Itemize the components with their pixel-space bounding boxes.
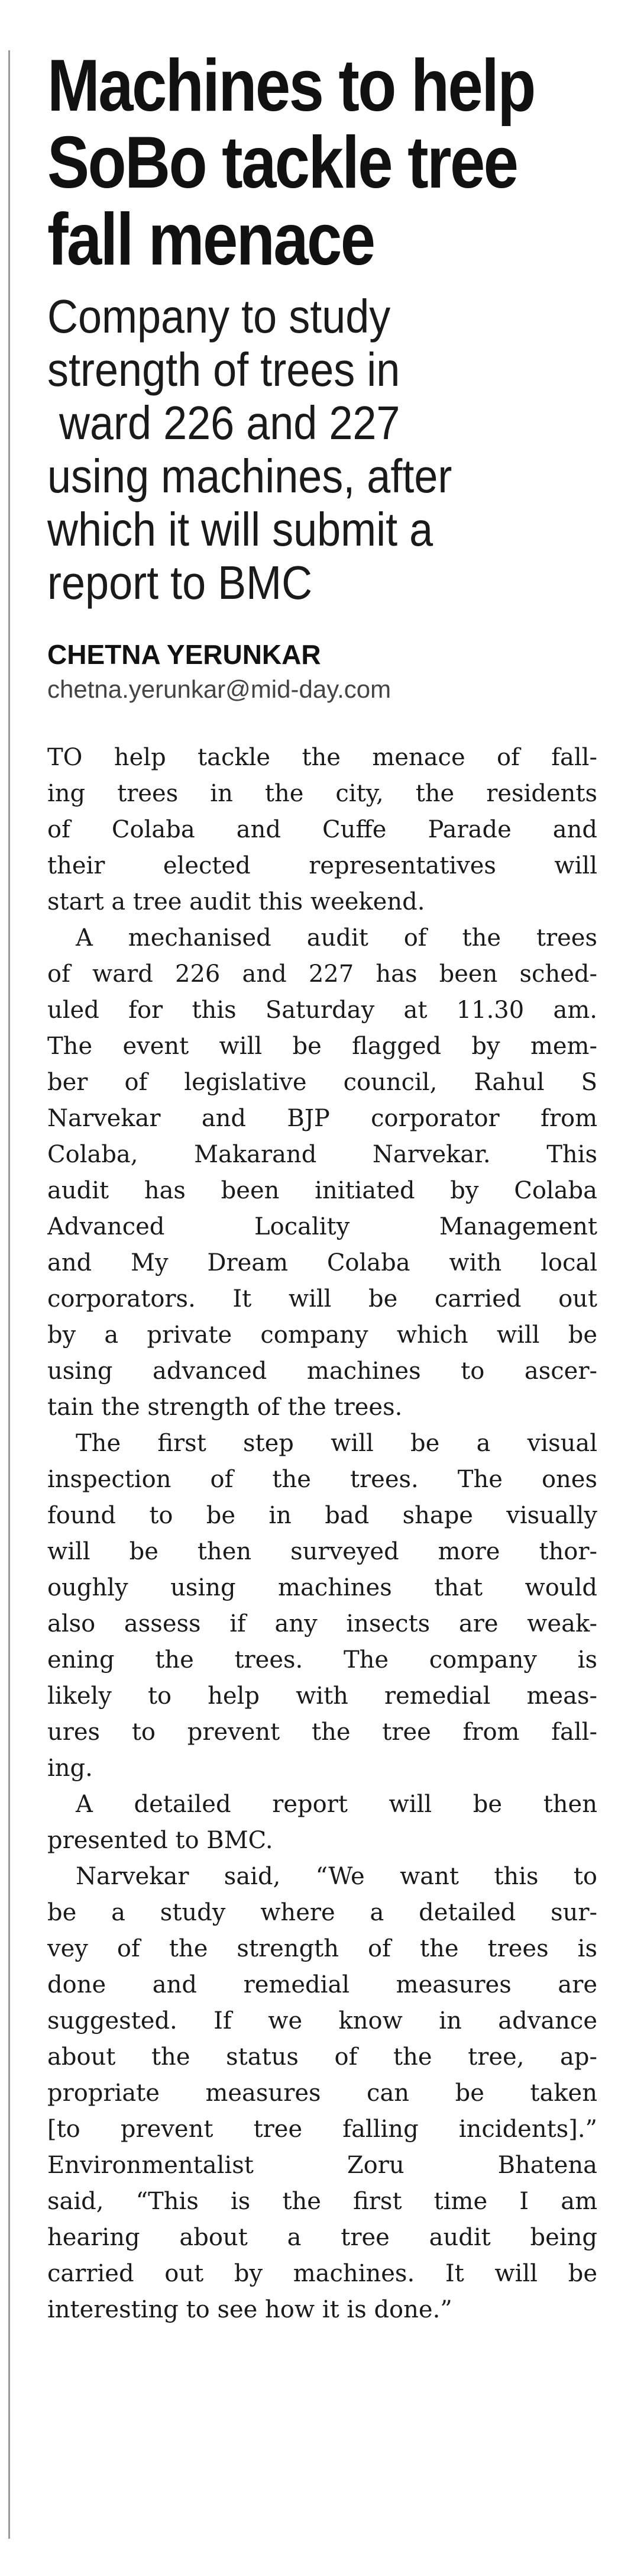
body-line: Colaba, Makarand Narvekar. This (47, 1141, 597, 1168)
body-line: ing trees in the city, the residents (47, 780, 597, 807)
paragraph (47, 1426, 597, 1787)
body-line: of Colaba and Cuffe Parade and (47, 816, 597, 843)
deck-line: strength of trees in (47, 343, 400, 396)
body-line: propriate measures can be taken (47, 2080, 597, 2107)
body-line: using advanced machines to ascer- (47, 1358, 597, 1385)
headline-line: SoBo tackle tree (47, 122, 517, 204)
body-line: A mechanised audit of the trees (76, 924, 597, 952)
body-line: tain the strength of the trees. (47, 1394, 403, 1421)
paragraph (47, 740, 597, 920)
body-line: ber of legislative council, Rahul S (47, 1069, 597, 1096)
body-line: [to prevent tree falling incidents].” (47, 2116, 597, 2143)
body-line: done and remedial measures are (47, 1971, 597, 1998)
article-body (47, 740, 597, 2328)
body-line: their elected representatives will (47, 852, 597, 879)
body-line: will be then surveyed more thor- (47, 1538, 597, 1565)
body-line: be a study where a detailed sur- (47, 1899, 597, 1926)
body-line: TO help tackle the menace of fall- (47, 744, 597, 771)
headline-line: Machines to help (47, 45, 535, 127)
deck-line: which it will submit a (47, 503, 433, 556)
body-line: corporators. It will be carried out (47, 1285, 597, 1313)
body-line: found to be in bad shape visually (47, 1502, 597, 1529)
body-line: by a private company which will be (47, 1321, 597, 1349)
body-line: said, “This is the first time I am (47, 2188, 597, 2215)
body-line: The first step will be a visual (76, 1430, 597, 1457)
headline-line: fall menace (47, 199, 374, 281)
body-line: likely to help with remedial meas- (47, 1682, 597, 1710)
body-line: interesting to see how it is done.” (47, 2296, 452, 2323)
paragraph (47, 1859, 597, 2328)
body-line: vey of the strength of the trees is (47, 1935, 597, 1962)
body-line: about the status of the tree, ap- (47, 2043, 597, 2071)
body-line: carried out by machines. It will be (47, 2260, 597, 2287)
deck-line: Company to study (47, 290, 391, 343)
body-line: uled for this Saturday at 11.30 am. (47, 997, 597, 1024)
body-line: Advanced Locality Management (47, 1213, 597, 1240)
body-line: also assess if any insects are weak- (47, 1610, 597, 1637)
body-line: inspection of the trees. The ones (47, 1466, 597, 1493)
paragraph (47, 1787, 597, 1859)
body-line: hearing about a tree audit being (47, 2224, 597, 2251)
body-line: Narvekar said, “We want this to (76, 1863, 597, 1890)
deck-line: ward 226 and 227 (47, 396, 400, 449)
deck (47, 290, 558, 610)
deck-line: using machines, after (47, 450, 452, 502)
column-rule (8, 50, 10, 2539)
body-line: Environmentalist Zoru Bhatena (47, 2152, 597, 2179)
body-line: start a tree audit this weekend. (47, 888, 425, 915)
body-line: The event will be flagged by mem- (47, 1033, 597, 1060)
body-line: and My Dream Colaba with local (47, 1249, 597, 1276)
body-line: ening the trees. The company is (47, 1646, 597, 1674)
deck-line: report to BMC (47, 556, 313, 609)
body-line: presented to BMC. (47, 1827, 273, 1854)
body-line: audit has been initiated by Colaba (47, 1177, 597, 1204)
paragraph (47, 920, 597, 1426)
author-email: chetna.yerunkar@mid-day.com (47, 675, 391, 703)
body-line: A detailed report will be then (76, 1791, 597, 1818)
body-line: of ward 226 and 227 has been sched- (47, 960, 597, 988)
body-line: ures to prevent the tree from fall- (47, 1719, 597, 1746)
body-line: oughly using machines that would (47, 1574, 597, 1601)
body-line: ing. (47, 1755, 93, 1782)
body-line: Narvekar and BJP corporator from (47, 1105, 597, 1132)
body-line: suggested. If we know in advance (47, 2007, 597, 2035)
byline: CHETNA YERUNKAR (47, 639, 321, 670)
headline (47, 45, 536, 281)
